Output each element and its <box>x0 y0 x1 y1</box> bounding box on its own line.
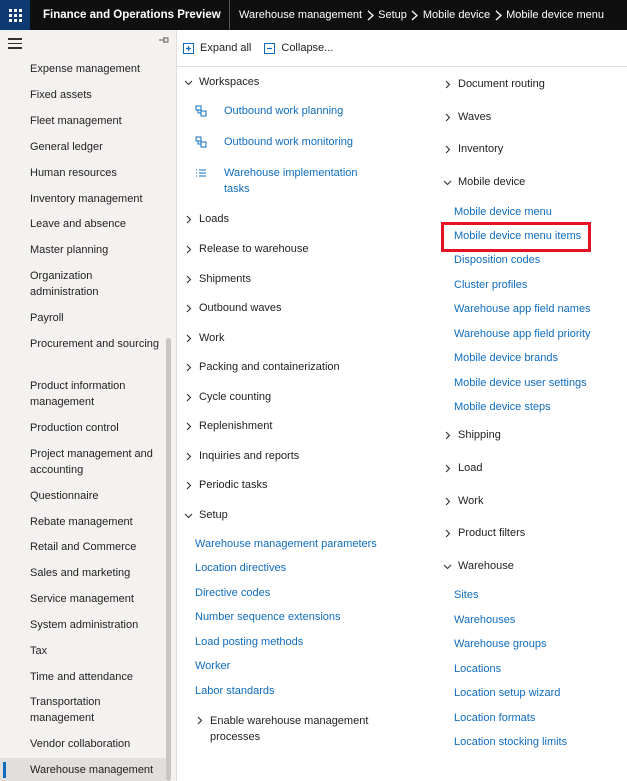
section-label: Load <box>458 462 483 474</box>
section-label: Work <box>458 495 484 507</box>
section-document-routing[interactable] <box>443 78 545 90</box>
section-label: Outbound waves <box>199 302 282 314</box>
sidebar-item-service-management[interactable]: Service management <box>30 593 134 605</box>
chevron-right-icon <box>490 9 506 21</box>
section-load[interactable] <box>443 462 482 474</box>
link-labor-standards[interactable]: Labor standards <box>195 685 275 697</box>
link-location-directives[interactable]: Location directives <box>195 562 287 574</box>
section-setup[interactable] <box>184 509 228 521</box>
chevron-down-icon <box>443 178 452 187</box>
workspace-tile-icon <box>195 105 207 117</box>
link-mobile-device-brands[interactable]: Mobile device brands <box>454 352 558 364</box>
app-title[interactable]: Finance and Operations Preview <box>43 9 221 21</box>
section-label: Workspaces <box>199 76 260 88</box>
sidebar-item-general-ledger[interactable]: General ledger <box>30 141 103 153</box>
breadcrumb <box>230 9 604 21</box>
link-warehouse-groups[interactable]: Warehouse groups <box>454 638 547 650</box>
sidebar-item-fixed-assets[interactable]: Fixed assets <box>30 89 92 101</box>
sidebar-item-fleet-management[interactable]: Fleet management <box>30 115 122 127</box>
sidebar-item-sales-and-marketing[interactable]: Sales and marketing <box>30 567 131 579</box>
chevron-right-icon <box>443 431 452 440</box>
sidebar-item-procurement-and-sourcing[interactable]: Procurement and sourcing <box>30 338 160 350</box>
section-workspaces[interactable] <box>184 76 259 88</box>
workspace-tile-icon <box>195 136 207 148</box>
chevron-right-icon <box>184 334 193 343</box>
chevron-down-icon <box>443 562 452 571</box>
chevron-right-icon <box>184 393 193 402</box>
link-warehouse-management-parameters[interactable]: Warehouse management parameters <box>195 538 377 550</box>
sidebar-item-transportation-management[interactable]: Transportation management <box>30 696 101 724</box>
section-label: Work <box>199 332 225 344</box>
workspace-item[interactable] <box>195 134 353 150</box>
link-disposition-codes[interactable]: Disposition codes <box>454 254 541 266</box>
breadcrumb-item[interactable]: Mobile device <box>422 9 491 21</box>
link-directive-codes[interactable]: Directive codes <box>195 587 271 599</box>
sidebar-item-rebate-management[interactable]: Rebate management <box>30 516 133 528</box>
workspace-link[interactable]: Outbound work planning <box>224 105 344 117</box>
pin-icon[interactable] <box>158 35 170 48</box>
workspace-item[interactable] <box>195 165 375 197</box>
section-label: Waves <box>458 111 492 123</box>
chevron-down-icon <box>184 78 193 87</box>
chevron-right-icon <box>407 9 423 21</box>
section-work[interactable] <box>184 332 224 344</box>
sidebar-item-product-information-management[interactable]: Product information management <box>30 380 126 408</box>
chevron-right-icon <box>443 464 452 473</box>
breadcrumb-item[interactable]: Setup <box>378 9 407 21</box>
link-worker[interactable]: Worker <box>195 660 231 672</box>
top-bar <box>0 0 627 30</box>
sidebar-item-production-control[interactable]: Production control <box>30 422 119 434</box>
workspace-item[interactable] <box>195 103 343 119</box>
sidebar-item-retail-and-commerce[interactable]: Retail and Commerce <box>30 541 137 553</box>
section-label: Cycle counting <box>199 391 272 403</box>
section-label: Replenishment <box>199 420 273 432</box>
breadcrumb-item[interactable]: Mobile device menu <box>506 9 604 21</box>
sidebar-item-expense-management[interactable]: Expense management <box>30 63 141 75</box>
section-label: Enable warehouse management processes <box>210 715 369 743</box>
section-label: Packing and containerization <box>199 361 340 373</box>
section-outbound-waves[interactable] <box>184 302 282 314</box>
section-mobile-device[interactable] <box>443 176 525 188</box>
link-number-sequence-extensions[interactable]: Number sequence extensions <box>195 611 341 623</box>
section-label: Shipments <box>199 273 251 285</box>
workspace-link[interactable]: Outbound work monitoring <box>224 136 354 148</box>
link-cluster-profiles[interactable]: Cluster profiles <box>454 279 528 291</box>
chevron-right-icon <box>443 145 452 154</box>
section-label: Loads <box>199 213 229 225</box>
sidebar-item-questionnaire[interactable]: Questionnaire <box>30 490 99 502</box>
chevron-right-icon <box>184 304 193 313</box>
sidebar-item-time-and-attendance[interactable]: Time and attendance <box>30 671 133 683</box>
breadcrumb-item[interactable]: Warehouse management <box>239 9 363 21</box>
link-mobile-device-user-settings[interactable]: Mobile device user settings <box>454 377 587 389</box>
sidebar-item-master-planning[interactable]: Master planning <box>30 244 109 256</box>
subsection-enable-warehouse-management-processes[interactable] <box>195 713 385 745</box>
chevron-right-icon <box>443 529 452 538</box>
app-launcher-icon[interactable] <box>0 0 30 30</box>
section-periodic-tasks[interactable] <box>184 479 267 491</box>
link-sites[interactable]: Sites <box>454 589 479 601</box>
expand-all-icon <box>183 43 194 54</box>
section-inventory[interactable] <box>443 143 503 155</box>
chevron-right-icon <box>184 452 193 461</box>
list-icon <box>195 167 207 179</box>
section-label: Setup <box>199 509 228 521</box>
expand-all-label: Expand all <box>200 42 252 54</box>
link-location-setup-wizard[interactable]: Location setup wizard <box>454 687 561 699</box>
sidebar-item-vendor-collaboration[interactable]: Vendor collaboration <box>30 738 131 750</box>
section-label: Document routing <box>458 78 545 90</box>
chevron-right-icon <box>362 9 378 21</box>
chevron-right-icon <box>443 80 452 89</box>
section-loads[interactable] <box>184 213 229 225</box>
link-location-formats[interactable]: Location formats <box>454 712 536 724</box>
sidebar-item-warehouse-management[interactable]: Warehouse management <box>30 764 154 776</box>
link-locations[interactable]: Locations <box>454 663 502 675</box>
section-warehouse[interactable] <box>443 560 514 572</box>
section-cycle-counting[interactable] <box>184 391 271 403</box>
link-mobile-device-menu-items[interactable]: Mobile device menu items <box>454 230 582 242</box>
link-mobile-device-menu[interactable]: Mobile device menu <box>454 206 552 218</box>
chevron-right-icon <box>184 275 193 284</box>
nav-selected-indicator <box>3 762 6 778</box>
module-navigation-pane <box>0 30 177 781</box>
section-release-to-warehouse[interactable] <box>184 243 308 255</box>
section-inquiries-and-reports[interactable] <box>184 450 299 462</box>
sidebar-item-human-resources[interactable]: Human resources <box>30 167 117 179</box>
section-replenishment[interactable] <box>184 420 272 432</box>
section-product-filters[interactable] <box>443 527 525 539</box>
sidebar-item-payroll[interactable]: Payroll <box>30 312 64 324</box>
section-label: Periodic tasks <box>199 479 268 491</box>
chevron-down-icon <box>184 511 193 520</box>
expand-all-button[interactable] <box>183 42 251 54</box>
link-warehouse-app-field-priority[interactable]: Warehouse app field priority <box>454 328 591 340</box>
link-location-stocking-limits[interactable]: Location stocking limits <box>454 736 568 748</box>
section-shipping[interactable] <box>443 429 501 441</box>
link-mobile-device-steps[interactable]: Mobile device steps <box>454 401 551 413</box>
sidebar-item-organization-administration[interactable]: Organization administration <box>30 270 99 298</box>
sidebar-item-leave-and-absence[interactable]: Leave and absence <box>30 218 127 230</box>
sidebar-scrollbar[interactable] <box>166 338 171 781</box>
chevron-right-icon <box>195 716 204 725</box>
section-label: Product filters <box>458 527 526 539</box>
section-label: Shipping <box>458 429 501 441</box>
chevron-right-icon <box>443 113 452 122</box>
collapse-label: Collapse... <box>281 42 334 54</box>
section-label: Release to warehouse <box>199 243 309 255</box>
section-label: Inquiries and reports <box>199 450 300 462</box>
link-load-posting-methods[interactable]: Load posting methods <box>195 636 304 648</box>
link-warehouse-app-field-names[interactable]: Warehouse app field names <box>454 303 591 315</box>
sidebar-item-project-management-and-accounting[interactable]: Project management and accounting <box>30 448 153 476</box>
chevron-right-icon <box>184 215 193 224</box>
chevron-right-icon <box>184 422 193 431</box>
chevron-right-icon <box>184 481 193 490</box>
section-work-right[interactable] <box>443 495 483 507</box>
link-warehouses[interactable]: Warehouses <box>454 614 516 626</box>
collapse-icon <box>264 43 275 54</box>
sidebar-item-tax[interactable]: Tax <box>30 645 48 657</box>
section-waves[interactable] <box>443 111 491 123</box>
collapse-button[interactable] <box>264 42 333 54</box>
section-label: Inventory <box>458 143 504 155</box>
section-label: Mobile device <box>458 176 526 188</box>
chevron-right-icon <box>184 363 193 372</box>
chevron-right-icon <box>443 497 452 506</box>
workspace-link[interactable]: Warehouse implementation tasks <box>224 167 358 195</box>
hamburger-menu-icon[interactable] <box>8 38 22 50</box>
chevron-right-icon <box>184 245 193 254</box>
section-label: Warehouse <box>458 560 514 572</box>
section-packing-and-containerization[interactable] <box>184 361 340 373</box>
sidebar-item-inventory-management[interactable]: Inventory management <box>30 193 143 205</box>
section-shipments[interactable] <box>184 273 251 285</box>
sidebar-item-system-administration[interactable]: System administration <box>30 619 139 631</box>
toolbar <box>177 30 627 67</box>
